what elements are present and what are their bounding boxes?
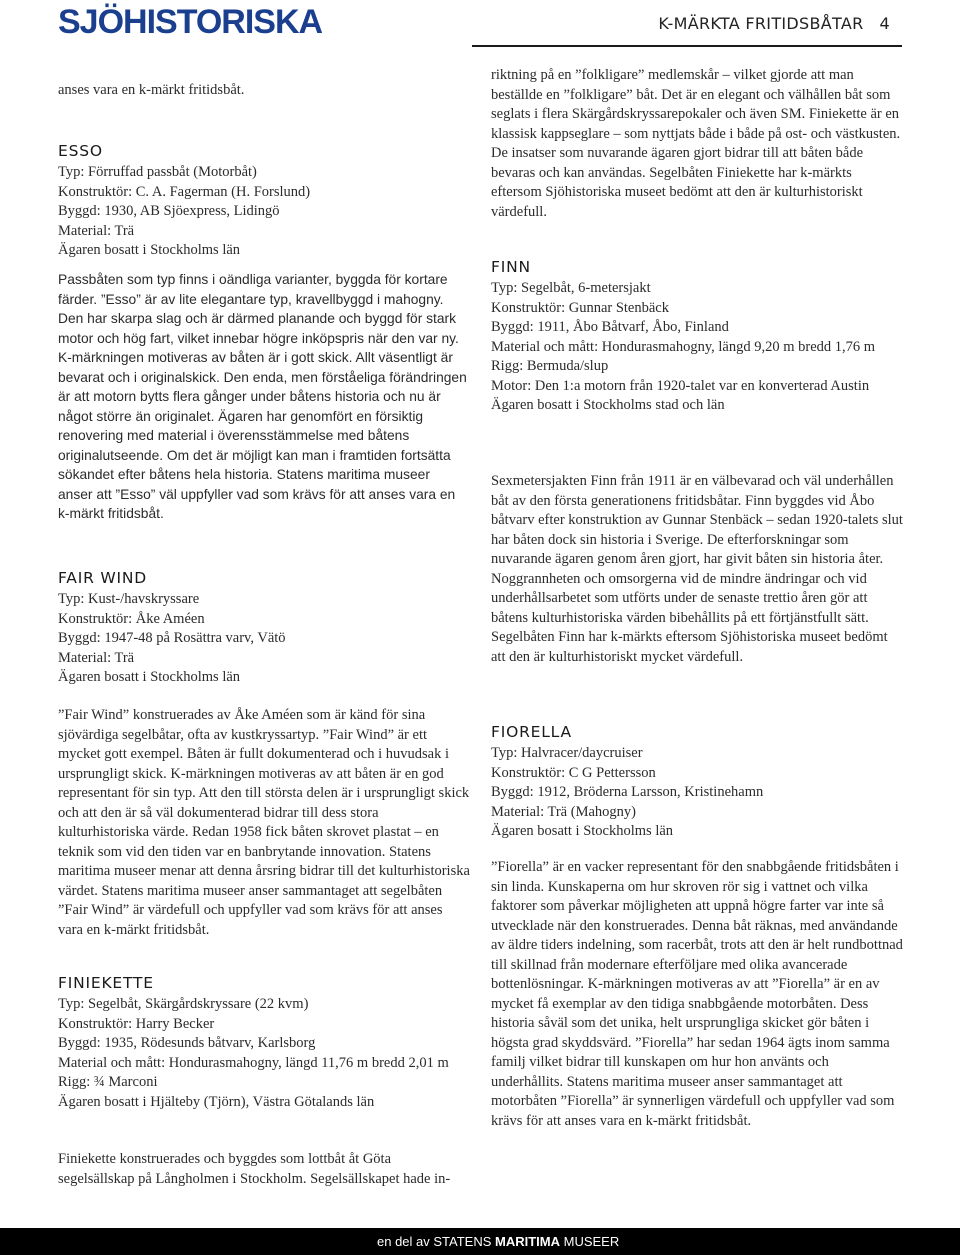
finn-motor: Motor: Den 1:a motorn från 1920-talet var en konverterad Austin xyxy=(491,377,870,394)
finiekette-heading: FINIEKETTE xyxy=(58,974,154,992)
header-rule xyxy=(472,45,902,47)
esso-section xyxy=(58,142,488,261)
fairwind-meta xyxy=(58,590,488,688)
footer-bar xyxy=(0,1228,960,1255)
finiekette-built: Byggd: 1935, Rödesunds båtvarv, Karlsborg xyxy=(58,1035,316,1051)
fairwind-section xyxy=(58,569,488,688)
esso-designer: Konstruktör: C. A. Fagerman (H. Forslund) xyxy=(58,183,311,200)
finiekette-material: Material och mått: Hondurasmahogny, längd 11,76 m bredd 2,01 m xyxy=(58,1054,449,1071)
footer-museer: MUSEER xyxy=(560,1234,620,1249)
esso-material: Material: Trä xyxy=(58,222,135,239)
fairwind-heading: FAIR WIND xyxy=(58,569,147,587)
esso-owner: Ägaren bosatt i Stockholms län xyxy=(58,242,241,258)
finiekette-meta xyxy=(58,995,458,1112)
esso-body: Passbåten som typ finns i oändliga varianter, byggda för kortare färder. ”Esso” är av lite elegantare typ, kravellbyggd i mahogny. Den har skarpa slag och är därmed planande och byggd för stark motor och hög fart, vilket innebar högre inköpspris när den var ny. K-märkningen motiveras av båten är i gott skick. Allt väsentligt är bevarat och i originalskick. Den enda, men förståeliga förändringen är att motorn bytts flera gånger under båtens historia och nu är något större än originalet. Ägaren har genomfört en försiktig renovering med material i överensstämmelse med båtens originalutseende. Om det är möjligt kan man i framtiden fortsätta sökandet efter båtens hela historia. Statens maritima museer anser att ”Esso” väl uppfyller vad som krävs för att anses vara en k-märkt fritidsbåt. xyxy=(58,272,467,521)
esso-meta xyxy=(58,163,488,261)
finiekette-body: Finiekette konstruerades och byggdes som lottbåt åt Göta segelsällskap på Långholmen i Stockholm. Segelsällskapet hade in- xyxy=(58,1151,451,1187)
sjohistoriska-logo: SJÖHISTORISKA xyxy=(58,3,323,41)
esso-type: Typ: Förruffad passbåt (Motorbåt) xyxy=(58,164,257,180)
finn-heading: FINN xyxy=(491,258,531,276)
footer-prefix: en del av xyxy=(377,1234,434,1249)
esso-heading: ESSO xyxy=(58,142,103,160)
footer-text xyxy=(377,1228,619,1255)
fiorella-type: Typ: Halvracer/daycruiser xyxy=(491,745,643,761)
fiorella-body: ”Fiorella” är en vacker representant för den snabbgående fritidsbåten i sin linda. Kunskaperna om hur skroven rör sig i vattnet och vilka faktorer som påverkar möjligheten att uppnå högre farter var inte så utvecklade när den konstruerades. Denna båt räknas, med användande av äldre tiders indelning, som racerbåt, trots att den är helt rundbottnad till skillnad från modernare efterföljare med olika avancerade bottenlösningar. K-märkningen motiveras av att ”Fiorella” är en av mycket få exemplar av den tidiga snabbgående motorbåten. Dess historia såväl som det unika, helt ursprungliga skicket gör båten i högsta grad skyddsvärd. ”Fiorella” har sedan 1964 ägts inom samma familj vilket bidrar till kunskapen om hur hon använts och underhållits. Statens maritima museer anser sammantaget att motorbåten ”Fiorella” är synnerligen värdefull och uppfyller vad som krävs för att anses vara en k-märkt fritidsbåt. xyxy=(491,859,903,1129)
finn-rig: Rigg: Bermuda/slup xyxy=(491,358,609,374)
finn-body: Sexmetersjakten Finn från 1911 är en välbevarad och väl underhållen båt av den första generationens fritidsbåtar. Finn byggdes vid Åbo båtvarv efter konstruktion av Gunnar Stenbäck – sedan 1920-talets slut har båten dock sin historia i Sverige. De efterforskningar som nuvarande ägaren genom åren gjort, har givit båten sin historia åter. Noggrannheten och omsorgerna vid de mindre ändringar och vid underhållsarbetet som utförts under de senaste trettio åren gör att båtens kulturhistoriska värden bibehållits på ett förtjänstfullt sätt. Segelbåten Finn har k-märkts eftersom Sjöhistoriska museet bedömt att den är kulturhistoriskt mycket värdefull. xyxy=(491,473,903,665)
finn-designer: Konstruktör: Gunnar Stenbäck xyxy=(491,299,669,316)
finiekette-section xyxy=(58,974,488,1112)
section-title: K-MÄRKTA FRITIDSBÅTAR xyxy=(658,14,864,33)
fairwind-built: Byggd: 1947-48 på Rosättra varv, Vätö xyxy=(58,630,286,646)
finiekette-type: Typ: Segelbåt, Skärgårdskryssare (22 kvm) xyxy=(58,996,309,1012)
footer-maritima: MARITIMA xyxy=(495,1234,561,1249)
fiorella-owner: Ägaren bosatt i Stockholms län xyxy=(491,823,674,839)
fiorella-section xyxy=(491,723,911,842)
fairwind-body: ”Fair Wind” konstruerades av Åke Améen som är känd för sina sjövärdiga segelbåtar, ofta av kustkryssartyp. ”Fair Wind” är ett mycket gott exempel. Båten är fullt dokumenterad och i huvudsak i ursprungligt skick. K-märkningen motiveras av att båten är en god representant för sin typ. Att den till största delen är i ursprungligt skick och att den är så väl dokumenterad bidrar till dess stora kulturhistoriska värde. Redan 1958 fick båten skrovet plastat – en teknik som vid den tiden var en banbrytande innovation. Statens maritima museer menar att denna årsring bidrar till det kulturhistoriska värdet. Statens maritima museer anser sammantaget att segelbåten ”Fair Wind” är värdefull och uppfyller vad som krävs för att anses vara en k-märkt fritidsbåt. xyxy=(58,707,470,938)
finn-meta xyxy=(491,279,886,416)
fairwind-designer: Konstruktör: Åke Améen xyxy=(58,610,205,627)
fiorella-material: Material: Trä (Mahogny) xyxy=(491,803,636,820)
fairwind-owner: Ägaren bosatt i Stockholms län xyxy=(58,669,241,685)
finn-type: Typ: Segelbåt, 6-metersjakt xyxy=(491,280,651,296)
finiekette-rig: Rigg: ¾ Marconi xyxy=(58,1074,158,1090)
finn-section xyxy=(491,258,911,416)
fiorella-meta xyxy=(491,744,911,842)
footer-statens: STATENS xyxy=(433,1234,496,1249)
finiekette-owner: Ägaren bosatt i Hjälteby (Tjörn), Västra Götalands län xyxy=(58,1093,375,1110)
finn-built: Byggd: 1911, Åbo Båtvarf, Åbo, Finland xyxy=(491,319,729,335)
page-number: 4 xyxy=(879,14,890,33)
finiekette-designer: Konstruktör: Harry Becker xyxy=(58,1015,215,1032)
fairwind-material: Material: Trä xyxy=(58,649,135,666)
intro-text: anses vara en k-märkt fritidsbåt. xyxy=(58,82,245,98)
fiorella-heading: FIORELLA xyxy=(491,723,572,741)
fiorella-built: Byggd: 1912, Bröderna Larsson, Kristinehamn xyxy=(491,784,764,800)
running-header xyxy=(658,14,890,33)
esso-built: Byggd: 1930, AB Sjöexpress, Lidingö xyxy=(58,203,280,219)
fairwind-type: Typ: Kust-/havskryssare xyxy=(58,591,200,607)
finn-material: Material och mått: Hondurasmahogny, längd 9,20 m bredd 1,76 m xyxy=(491,338,876,355)
finiekette-continued: riktning på en ”folkligare” medlemskår – vilket gjorde att man beställde en ”folkligare” båt. Det är en elegant och välhållen båt som seglats i flera Skärgårdskryssarepokaler och även SM. Finiekette är en klassisk kappseglare – som nyttjats både i både på ost- och västkusten. De insatser som nuvarande ägaren gjort bidrar till att båten både bevaras och kan användas. Segelbåten Finiekette har k-märkts eftersom Sjöhistoriska museet bedömt att den är kulturhistoriskt värdefull. xyxy=(491,67,901,220)
finn-owner: Ägaren bosatt i Stockholms stad och län xyxy=(491,397,725,413)
fiorella-designer: Konstruktör: C G Pettersson xyxy=(491,764,656,781)
